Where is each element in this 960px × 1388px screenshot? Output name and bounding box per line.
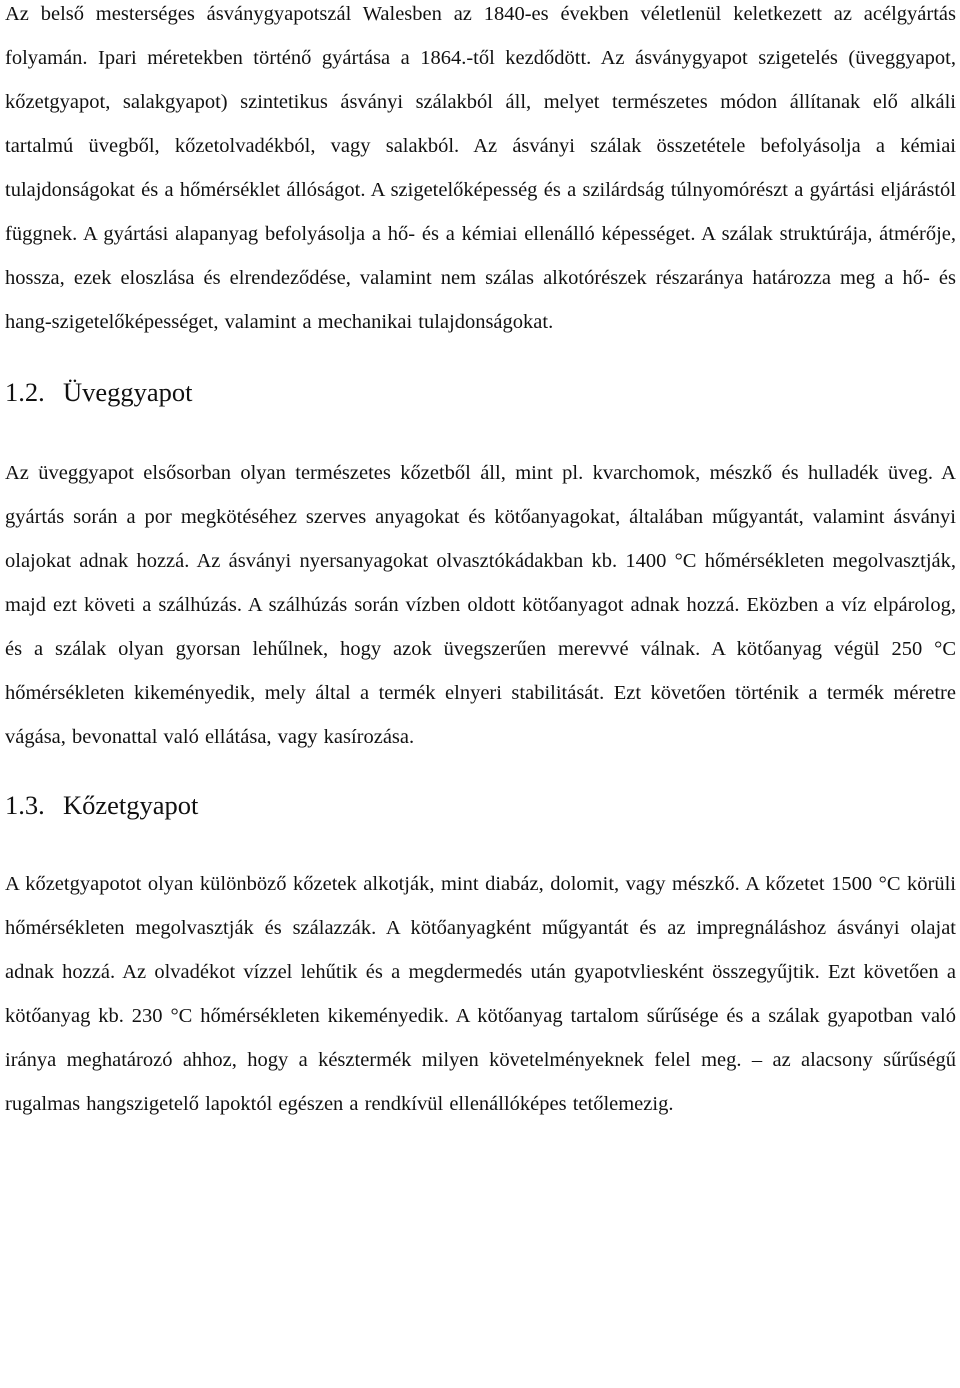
section-number: 1.2.	[5, 377, 45, 407]
section-title: Kőzetgyapot	[63, 790, 199, 820]
rock-wool-paragraph: A kőzetgyapotot olyan különböző kőzetek alkotják, mint diabáz, dolomit, vagy mészkő. A kőzetet 1500 °C körüli hőmérsékleten megolvasztják és szálazzák. A kötőanyagként műgyantát és az impregnáláshoz ásványi olajat adnak hozzá. Az olvadékot vízzel lehűtik és a megdermedés után gyapotvliesként összegyűjtik. Ezt követően a kötőanyag kb. 230 °C hőmérsékleten kikeményedik. A kötőanyag tartalom sűrűsége és a szálak gyapotban való iránya meghatározó ahhoz, hogy a késztermék milyen követelményeknek felel meg. – az alacsony sűrűségű rugalmas hangszigetelő lapoktól egészen a rendkívül ellenállóképes tetőlemezig.	[5, 873, 956, 1115]
document-page	[5, 0, 956, 1126]
section-heading-glass-wool	[5, 375, 956, 409]
glass-wool-paragraph: Az üveggyapot elsősorban olyan természetes kőzetből áll, mint pl. kvarchomok, mészkő és hulladék üveg. A gyártás során a por megkötéséhez szerves anyagokat és kötőanyagokat, általában műgyantát, valamint ásványi olajokat adnak hozzá. Az ásványi nyersanyagokat olvasztókádakban kb. 1400 °C hőmérsékleten megolvasztják, majd ezt követi a szálhúzás. A szálhúzás során vízben oldott kötőanyagot adnak hozzá. Eközben a víz elpárolog, és a szálak olyan gyorsan lehűlnek, hogy azok üvegszerűen merevvé válnak. A kötőanyag végül 250 °C hőmérsékleten kikeményedik, mely által a termék elnyeri stabilitását. Ezt követően történik a termék méretre vágása, bevonattal való ellátása, vagy kasírozása.	[5, 462, 956, 748]
section-number: 1.3.	[5, 790, 45, 820]
section-title: Üveggyapot	[63, 377, 193, 407]
section-heading-rock-wool	[5, 788, 956, 822]
intro-paragraph: Az belső mesterséges ásványgyapotszál Walesben az 1840-es években véletlenül keletkezett az acélgyártás folyamán. Ipari méretekben történő gyártása a 1864.-től kezdődött. Az ásványgyapot szigetelés (üveggyapot, kőzetgyapot, salakgyapot) szintetikus ásványi szálakból áll, melyet természetes módon állítanak elő alkáli tartalmú üvegből, kőzetolvadékból, vagy salakból. Az ásványi szálak összetétele befolyásolja a kémiai tulajdonságokat és a hőmérséklet állóságot. A szigetelőképesség és a szilárdság túlnyomórészt a gyártási eljárástól függnek. A gyártási alapanyag befolyásolja a hő- és a kémiai ellenálló képességet. A szálak struktúrája, átmérője, hossza, ezek eloszlása és elrendeződése, valamint nem szálas alkotórészek részaránya határozza meg a hő- és hang-szigetelőképességet, valamint a mechanikai tulajdonságokat.	[5, 3, 956, 333]
